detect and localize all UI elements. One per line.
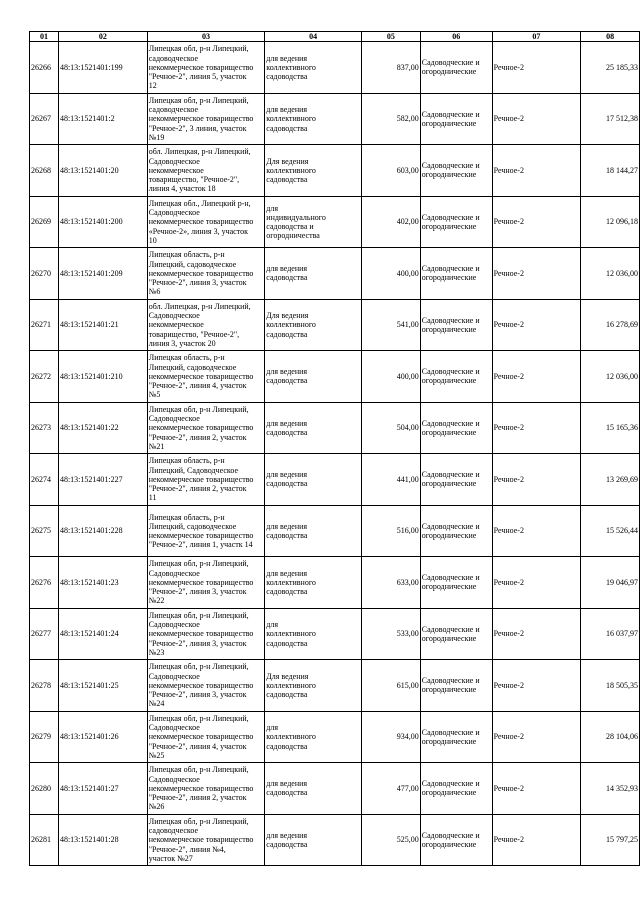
land-category-cell: Садоводческие и огороднические bbox=[420, 711, 492, 763]
permitted-use-cell: для индивидуального садоводства и огородничества bbox=[265, 196, 362, 248]
address-cell: обл. Липецкая, р-н Липецкий, Садоводческое некоммерческое товарищество, "Речное-2", линия 3, участок 20 bbox=[147, 299, 265, 351]
address-cell: Липецкая область, р-н Липецкий, Садоводческое некоммерческое товарищество "Речное-2", линия 2, участок 11 bbox=[147, 454, 265, 506]
settlement-name-cell: Речное-2 bbox=[492, 711, 581, 763]
table-row bbox=[30, 42, 640, 94]
land-category-cell: Садоводческие и огороднические bbox=[420, 763, 492, 815]
address-cell: Липецкая обл, р-н Липецкий, садоводческое некоммерческое товарищество "Речное-2", линия 5, участок 12 bbox=[147, 42, 265, 94]
permitted-use-cell: для ведения садоводства bbox=[265, 763, 362, 815]
permitted-use-cell: для ведения коллективного садоводства bbox=[265, 42, 362, 94]
settlement-name-cell: Речное-2 bbox=[492, 557, 581, 609]
land-category-cell: Садоводческие и огороднические bbox=[420, 145, 492, 197]
table-row bbox=[30, 557, 640, 609]
land-category-cell: Садоводческие и огороднические bbox=[420, 557, 492, 609]
cadastral-value-cell: 15 797,25 bbox=[581, 814, 640, 866]
row-number: 26268 bbox=[30, 145, 59, 197]
land-category-cell: Садоводческие и огороднические bbox=[420, 402, 492, 454]
table-row bbox=[30, 608, 640, 660]
settlement-name-cell: Речное-2 bbox=[492, 763, 581, 815]
permitted-use-cell: для ведения садоводства bbox=[265, 248, 362, 300]
address-cell: обл. Липецкая, р-н Липецкий, Садоводческое некоммерческое товарищество, "Речное-2", линия 4, участок 18 bbox=[147, 145, 265, 197]
cadastral-number: 48:13:1521401:25 bbox=[58, 660, 147, 712]
cadastral-number: 48:13:1521401:200 bbox=[58, 196, 147, 248]
row-number: 26271 bbox=[30, 299, 59, 351]
header-col-04: 04 bbox=[265, 32, 362, 42]
row-number: 26279 bbox=[30, 711, 59, 763]
land-category-cell: Садоводческие и огороднические bbox=[420, 454, 492, 506]
header-col-02: 02 bbox=[58, 32, 147, 42]
area-cell: 934,00 bbox=[362, 711, 421, 763]
permitted-use-cell: Для ведения коллективного садоводства bbox=[265, 660, 362, 712]
cadastral-number: 48:13:1521401:24 bbox=[58, 608, 147, 660]
area-cell: 402,00 bbox=[362, 196, 421, 248]
address-cell: Липецкая обл, р-н Липецкий, Садоводческое некоммерческое товарищество "Речное-2", линия 3, участок №22 bbox=[147, 557, 265, 609]
row-number: 26276 bbox=[30, 557, 59, 609]
row-number: 26269 bbox=[30, 196, 59, 248]
table-row bbox=[30, 145, 640, 197]
cadastral-value-cell: 14 352,93 bbox=[581, 763, 640, 815]
cadastral-value-cell: 12 036,00 bbox=[581, 248, 640, 300]
permitted-use-cell: для ведения садоводства bbox=[265, 814, 362, 866]
cadastral-number: 48:13:1521401:227 bbox=[58, 454, 147, 506]
address-cell: Липецкая обл, р-н Липецкий, Садоводческое некоммерческое товарищество "Речное-2", линия 2, участок №21 bbox=[147, 402, 265, 454]
row-number: 26280 bbox=[30, 763, 59, 815]
settlement-name-cell: Речное-2 bbox=[492, 42, 581, 94]
header-col-05: 05 bbox=[362, 32, 421, 42]
settlement-name-cell: Речное-2 bbox=[492, 145, 581, 197]
row-number: 26270 bbox=[30, 248, 59, 300]
area-cell: 633,00 bbox=[362, 557, 421, 609]
table-row bbox=[30, 711, 640, 763]
permitted-use-cell: для коллективного садоводства bbox=[265, 608, 362, 660]
header-col-06: 06 bbox=[420, 32, 492, 42]
cadastral-value-cell: 18 144,27 bbox=[581, 145, 640, 197]
cadastral-number: 48:13:1521401:21 bbox=[58, 299, 147, 351]
cadastral-number: 48:13:1521401:20 bbox=[58, 145, 147, 197]
cadastral-number: 48:13:1521401:2 bbox=[58, 93, 147, 145]
address-cell: Липецкая обл, р-н Липецкий, Садоводческое некоммерческое товарищество "Речное-2", линия 4, участок №25 bbox=[147, 711, 265, 763]
cadastral-number: 48:13:1521401:209 bbox=[58, 248, 147, 300]
land-register-table bbox=[29, 31, 640, 866]
settlement-name-cell: Речное-2 bbox=[492, 814, 581, 866]
row-number: 26277 bbox=[30, 608, 59, 660]
table-row bbox=[30, 299, 640, 351]
permitted-use-cell: для ведения коллективного садоводства bbox=[265, 557, 362, 609]
row-number: 26275 bbox=[30, 505, 59, 557]
table-row bbox=[30, 454, 640, 506]
land-category-cell: Садоводческие и огороднические bbox=[420, 196, 492, 248]
settlement-name-cell: Речное-2 bbox=[492, 454, 581, 506]
area-cell: 516,00 bbox=[362, 505, 421, 557]
settlement-name-cell: Речное-2 bbox=[492, 93, 581, 145]
land-category-cell: Садоводческие и огороднические bbox=[420, 660, 492, 712]
area-cell: 615,00 bbox=[362, 660, 421, 712]
area-cell: 603,00 bbox=[362, 145, 421, 197]
permitted-use-cell: Для ведения коллективного садоводства bbox=[265, 145, 362, 197]
table-row bbox=[30, 814, 640, 866]
row-number: 26278 bbox=[30, 660, 59, 712]
cadastral-number: 48:13:1521401:199 bbox=[58, 42, 147, 94]
header-col-07: 07 bbox=[492, 32, 581, 42]
table-row bbox=[30, 763, 640, 815]
area-cell: 504,00 bbox=[362, 402, 421, 454]
permitted-use-cell: для ведения садоводства bbox=[265, 505, 362, 557]
row-number: 26274 bbox=[30, 454, 59, 506]
address-cell: Липецкая обл, р-н Липецкий, Садоводческое некоммерческое товарищество "Речное-2", линия 3, участок №24 bbox=[147, 660, 265, 712]
row-number: 26281 bbox=[30, 814, 59, 866]
cadastral-value-cell: 25 185,33 bbox=[581, 42, 640, 94]
cadastral-value-cell: 17 512,38 bbox=[581, 93, 640, 145]
table-row bbox=[30, 351, 640, 403]
header-row bbox=[30, 32, 640, 42]
land-category-cell: Садоводческие и огороднические bbox=[420, 351, 492, 403]
settlement-name-cell: Речное-2 bbox=[492, 351, 581, 403]
area-cell: 582,00 bbox=[362, 93, 421, 145]
land-category-cell: Садоводческие и огороднические bbox=[420, 505, 492, 557]
area-cell: 837,00 bbox=[362, 42, 421, 94]
row-number: 26273 bbox=[30, 402, 59, 454]
table-row bbox=[30, 196, 640, 248]
address-cell: Липецкая обл, р-н Липецкий, садоводческое некоммерческое товарищество "Речное-2", 3 линия, участок №19 bbox=[147, 93, 265, 145]
area-cell: 400,00 bbox=[362, 351, 421, 403]
address-cell: Липецкая область, р-н Липецкий, садоводческое некоммерческое товарищество "Речное-2", линия 4, участок №5 bbox=[147, 351, 265, 403]
cadastral-value-cell: 16 278,69 bbox=[581, 299, 640, 351]
cadastral-number: 48:13:1521401:28 bbox=[58, 814, 147, 866]
settlement-name-cell: Речное-2 bbox=[492, 196, 581, 248]
permitted-use-cell: для ведения садоводства bbox=[265, 351, 362, 403]
cadastral-value-cell: 12 096,18 bbox=[581, 196, 640, 248]
address-cell: Липецкая область, р-н Липецкий, садоводческое некоммерческое товарищество "Речное-2", линия 1, участк 14 bbox=[147, 505, 265, 557]
header-col-01: 01 bbox=[30, 32, 59, 42]
cadastral-number: 48:13:1521401:23 bbox=[58, 557, 147, 609]
permitted-use-cell: для ведения коллективного садоводства bbox=[265, 93, 362, 145]
address-cell: Липецкая обл, р-н Липецкий, Садоводческое некоммерческое товарищество "Речное-2", линия 3, участок №23 bbox=[147, 608, 265, 660]
address-cell: Липецкая область, р-н Липецкий, садоводческое некоммерческое товарищество "Речное-2", линия 3, участок №6 bbox=[147, 248, 265, 300]
land-category-cell: Садоводческие и огороднические bbox=[420, 608, 492, 660]
row-number: 26272 bbox=[30, 351, 59, 403]
land-category-cell: Садоводческие и огороднические bbox=[420, 93, 492, 145]
area-cell: 441,00 bbox=[362, 454, 421, 506]
header-col-08: 08 bbox=[581, 32, 640, 42]
area-cell: 533,00 bbox=[362, 608, 421, 660]
row-number: 26267 bbox=[30, 93, 59, 145]
area-cell: 400,00 bbox=[362, 248, 421, 300]
settlement-name-cell: Речное-2 bbox=[492, 660, 581, 712]
land-category-cell: Садоводческие и огороднические bbox=[420, 248, 492, 300]
settlement-name-cell: Речное-2 bbox=[492, 402, 581, 454]
row-number: 26266 bbox=[30, 42, 59, 94]
settlement-name-cell: Речное-2 bbox=[492, 299, 581, 351]
permitted-use-cell: Для ведения коллективного садоводства bbox=[265, 299, 362, 351]
cadastral-value-cell: 12 036,00 bbox=[581, 351, 640, 403]
cadastral-value-cell: 18 505,35 bbox=[581, 660, 640, 712]
cadastral-number: 48:13:1521401:210 bbox=[58, 351, 147, 403]
address-cell: Липецкая обл, р-н Липецкий, Садоводческое некоммерческое товарищество "Речное-2", линия 2, участок №26 bbox=[147, 763, 265, 815]
cadastral-value-cell: 16 037,97 bbox=[581, 608, 640, 660]
area-cell: 541,00 bbox=[362, 299, 421, 351]
permitted-use-cell: для ведения садоводства bbox=[265, 402, 362, 454]
cadastral-number: 48:13:1521401:27 bbox=[58, 763, 147, 815]
address-cell: Липецкая обл., Липецкий р-н, Садоводческое некоммерческое товарищество «Речное-2», линия 3, участок 10 bbox=[147, 196, 265, 248]
settlement-name-cell: Речное-2 bbox=[492, 248, 581, 300]
table-row bbox=[30, 402, 640, 454]
cadastral-value-cell: 15 526,44 bbox=[581, 505, 640, 557]
header-col-03: 03 bbox=[147, 32, 265, 42]
permitted-use-cell: для ведения садоводства bbox=[265, 454, 362, 506]
table-row bbox=[30, 248, 640, 300]
area-cell: 477,00 bbox=[362, 763, 421, 815]
permitted-use-cell: для коллективного садоводства bbox=[265, 711, 362, 763]
address-cell: Липецкая обл, р-н Липецкий, садоводческое некоммерческое товарищество "Речное-2", линия №4, участок №27 bbox=[147, 814, 265, 866]
table-row bbox=[30, 660, 640, 712]
settlement-name-cell: Речное-2 bbox=[492, 505, 581, 557]
cadastral-number: 48:13:1521401:22 bbox=[58, 402, 147, 454]
settlement-name-cell: Речное-2 bbox=[492, 608, 581, 660]
cadastral-value-cell: 19 046,97 bbox=[581, 557, 640, 609]
land-category-cell: Садоводческие и огороднические bbox=[420, 299, 492, 351]
land-category-cell: Садоводческие и огороднические bbox=[420, 814, 492, 866]
cadastral-value-cell: 28 104,06 bbox=[581, 711, 640, 763]
cadastral-number: 48:13:1521401:228 bbox=[58, 505, 147, 557]
table-row bbox=[30, 93, 640, 145]
cadastral-value-cell: 13 269,69 bbox=[581, 454, 640, 506]
cadastral-value-cell: 15 165,36 bbox=[581, 402, 640, 454]
area-cell: 525,00 bbox=[362, 814, 421, 866]
land-category-cell: Садоводческие и огороднические bbox=[420, 42, 492, 94]
table-row bbox=[30, 505, 640, 557]
cadastral-number: 48:13:1521401:26 bbox=[58, 711, 147, 763]
